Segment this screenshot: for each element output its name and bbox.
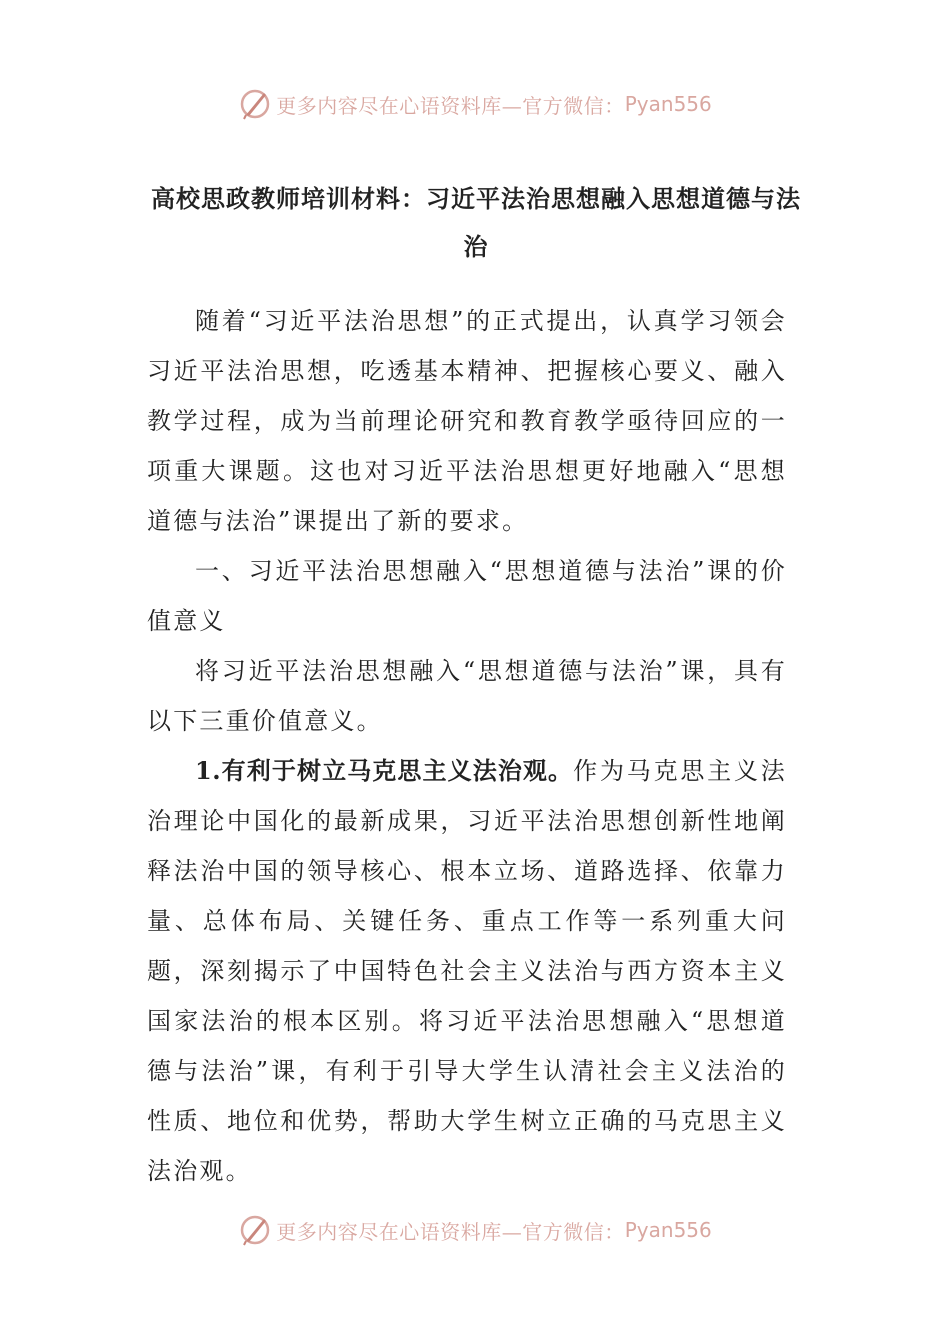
quill-logo-icon (238, 1213, 272, 1247)
document-title: 高校思政教师培训材料：习近平法治思想融入思想道德与法治 (151, 184, 801, 261)
document-body (147, 296, 787, 1196)
paragraph-lead-text: 将习近平法治思想融入“思想道德与法治”课，具有以下三重价值意义。 (147, 657, 787, 735)
quill-logo-icon (238, 87, 272, 121)
paragraph-lead (147, 646, 787, 746)
watermark-wechat-id: Pyan556 (624, 92, 712, 116)
paragraph-point-1 (147, 746, 787, 1196)
watermark-text: 更多内容尽在心语资料库—官方微信： (276, 1219, 625, 1244)
section-heading (147, 546, 787, 646)
point-1-text: 作为马克思主义法治理论中国化的最新成果，习近平法治思想创新性地阐释法治中国的领导核心、根本立场、道路选择、依靠力量、总体布局、关键任务、重点工作等一系列重大问题，深刻揭示了中国特色社会主义法治与西方资本主义国家法治的根本区别。将习近平法治思想融入“思想道德与法治”课，有利于引导大学生认清社会主义法治的性质、地位和优势，帮助大学生树立正确的马克思主义法治观。 (147, 757, 787, 1185)
section-heading-text: 一、习近平法治思想融入“思想道德与法治”课的价值意义 (147, 557, 787, 635)
watermark-header (0, 86, 950, 122)
paragraph-intro-text: 随着“习近平法治思想”的正式提出，认真学习领会习近平法治思想，吃透基本精神、把握核心要义、融入教学过程，成为当前理论研究和教育教学亟待回应的一项重大课题。这也对习近平法治思想更好地融入“思想道德与法治”课提出了新的要求。 (147, 307, 787, 535)
paragraph-intro (147, 296, 787, 546)
point-1-heading: 1.有利于树立马克思主义法治观。 (195, 756, 574, 785)
watermark-footer (0, 1212, 950, 1248)
watermark-wechat-id: Pyan556 (624, 1218, 712, 1242)
watermark-text: 更多内容尽在心语资料库—官方微信： (276, 93, 625, 118)
